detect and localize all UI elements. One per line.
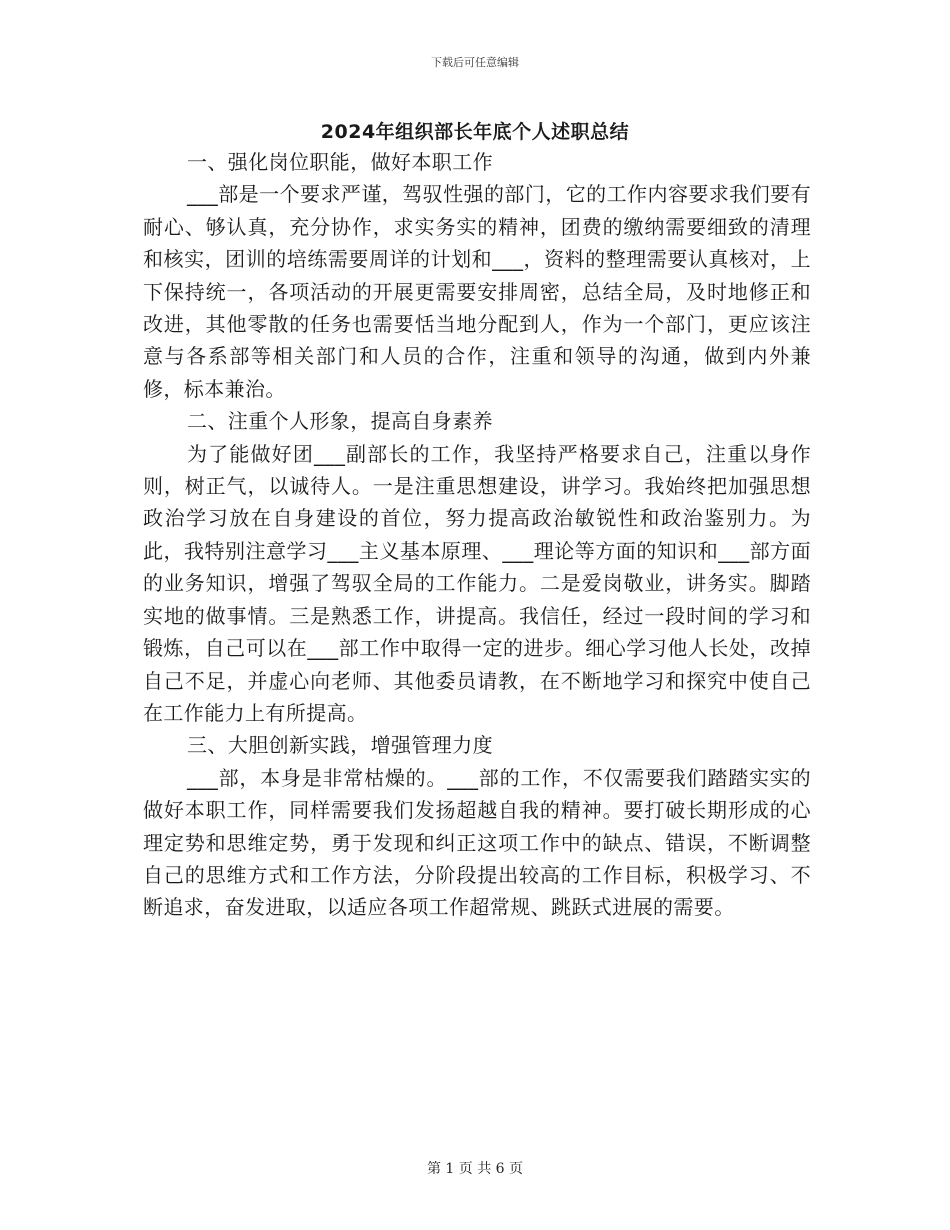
document-title: 2024年组织部长年底个人述职总结 [320, 121, 630, 143]
document-body [143, 146, 811, 924]
section-heading-3: 三、大胆创新实践，增强管理力度 [187, 733, 493, 758]
section-heading-2: 二、注重个人形象，提高自身素养 [187, 409, 493, 434]
body-paragraph-3: ___部，本身是非常枯燥的。___部的工作，不仅需要我们踏踏实实的做好本职工作，同样需要我们发扬超越自我的精神。要打破长期形成的心理定势和思维定势，勇于发现和纠正这项工作中的缺点、错误，不断调整自己的思维方式和工作方法，分阶段提出较高的工作目标，积极学习、不断追求，奋发进取，以适应各项工作超常规、跳跃式进展的需要。 [143, 765, 811, 920]
header-note: 下载后可任意编辑 [431, 56, 519, 69]
page-footer: 第 1 页 共 6 页 [426, 1161, 524, 1177]
body-paragraph-1: ___部是一个要求严谨，驾驭性强的部门，它的工作内容要求我们要有耐心、够认真，充分协作，求实务实的精神，团费的缴纳需要细致的清理和核实，团训的培练需要周详的计划和___，资料的整理需要认真核对，上下保持统一，各项活动的开展更需要安排周密，总结全局，及时地修正和改进，其他零散的任务也需要恬当地分配到人，作为一个部门，更应该注意与各系部等相关部门和人员的合作，注重和领导的沟通，做到内外兼修，标本兼治。 [143, 182, 811, 401]
body-paragraph-2: 为了能做好团___副部长的工作，我坚持严格要求自己，注重以身作则，树正气，以诚待人。一是注重思想建设，讲学习。我始终把加强思想政治学习放在自身建设的首位，努力提高政治敏锐性和政治鉴别力。为此，我特别注意学习___主义基本原理、___理论等方面的知识和___部方面的业务知识，增强了驾驭全局的工作能力。二是爱岗敬业，讲务实。脚踏实地的做事情。三是熟悉工作，讲提高。我信任，经过一段时间的学习和锻炼，自己可以在___部工作中取得一定的进步。细心学习他人长处，改掉自己不足，并虚心向老师、其他委员请教，在不断地学习和探究中使自己在工作能力上有所提高。 [143, 441, 811, 725]
section-heading-1: 一、强化岗位职能，做好本职工作 [187, 150, 493, 174]
